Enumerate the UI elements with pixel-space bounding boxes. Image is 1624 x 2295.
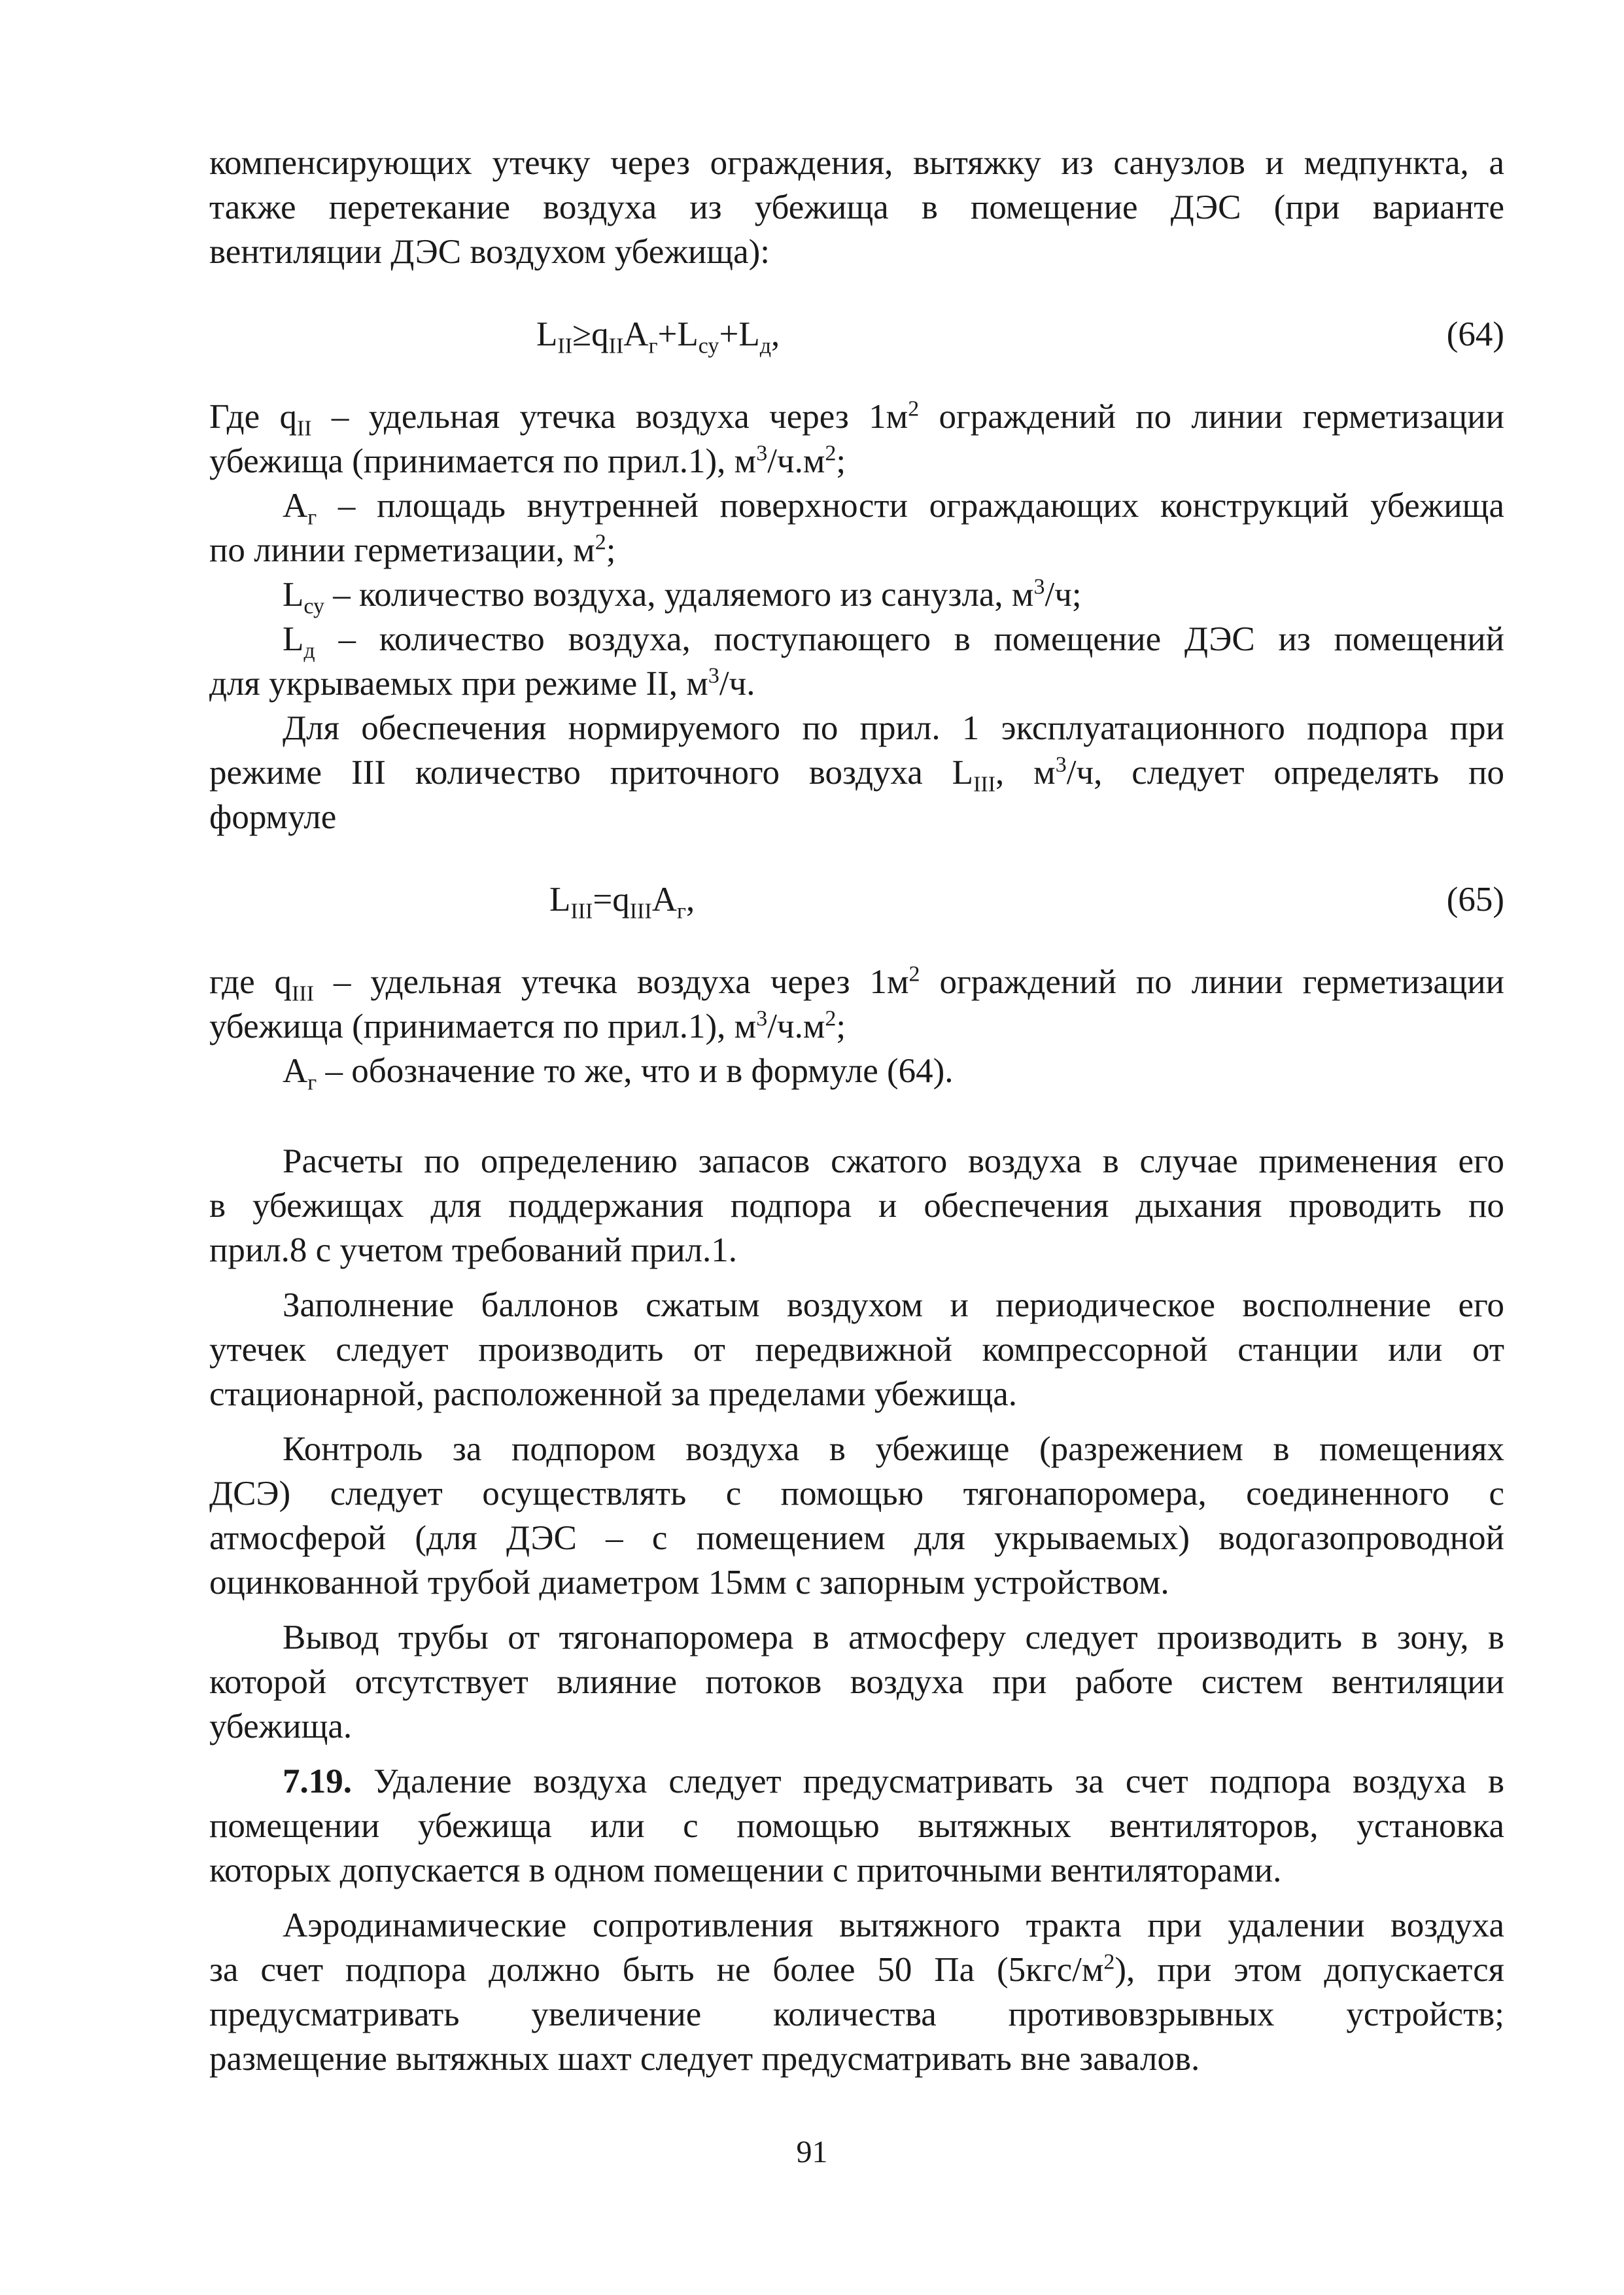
text-line: убежища. (209, 1708, 353, 1745)
section-7-19 (209, 1759, 1504, 1893)
text-line: которых допускается в одном помещении с приточными вентиляторами. (209, 1851, 1282, 1889)
text-line: Где $q_{II}$ – удельная утечка воздуха через $1м^2$ ограждений по линии герметизации (209, 396, 1504, 441)
text-line: размещение вытяжных шахт следует предусматривать вне завалов. (209, 2040, 1200, 2078)
spacer (209, 1093, 1504, 1139)
text-line: прил.8 с учетом требований прил.1. (209, 1231, 738, 1269)
paragraph (209, 706, 1504, 839)
text-line: режиме III количество приточного воздуха $L_{III}$, $м^3/ч$, следует определять по (209, 752, 1504, 797)
formula-65 (209, 877, 1504, 922)
text-line: Заполнение баллонов сжатым воздухом и периодическое восполнение его (283, 1286, 1504, 1324)
text-line: Контроль за подпором воздуха в убежище (разрежением в помещениях (283, 1430, 1504, 1468)
formula-expression: $L_{III}=q_{III}A_г$, (549, 881, 695, 924)
text-line: в убежищах для поддержания подпора и обеспечения дыхания проводить по (209, 1187, 1504, 1225)
text-line: Расчеты по определению запасов сжатого воздуха в случае применения его (283, 1142, 1504, 1180)
text-line: $L_д$ – количество воздуха, поступающего в помещение ДЭС из помещений (283, 620, 1504, 663)
formula-64 (209, 312, 1504, 357)
text-line: оцинкованной трубой диаметром 15мм с запорным устройством. (209, 1564, 1169, 1602)
paragraph (209, 1427, 1504, 1605)
formula-64-definitions (209, 394, 1504, 706)
paragraph (209, 1139, 1504, 1272)
formula-number: (64) (1446, 315, 1504, 353)
text-line: вентиляции ДЭС воздухом убежища): (209, 233, 770, 271)
text-line: Для обеспечения нормируемого по прил. 1 эксплуатационного подпора при (283, 709, 1504, 747)
text-line: по линии герметизации, $м^2$; (209, 530, 616, 569)
page-number: 91 (796, 2135, 828, 2169)
text-line: $L_{су}$ – количество воздуха, удаляемого из санузла, $м^3/ч$; (283, 574, 1082, 619)
paragraph (209, 1283, 1504, 1416)
text-line: $A_г$ – площадь внутренней поверхности ограждающих конструкций убежища (283, 487, 1504, 530)
paragraph (209, 1615, 1504, 1749)
document-page (209, 141, 1504, 2081)
text-line: $A_г$ – обозначение то же, что и в формуле (64). (283, 1052, 954, 1095)
section-number: 7.19. (283, 1762, 352, 1800)
text-line: также перетекание воздуха из убежища в помещение ДЭС (при варианте (209, 188, 1504, 226)
spacer (209, 1749, 1504, 1759)
text-line: помещении убежища или с помощью вытяжных вентиляторов, установка (209, 1807, 1504, 1845)
text-line: утечек следует производить от передвижной компрессорной станции или от (209, 1331, 1504, 1369)
text-line: убежища (принимается по прил.1), $м^3/ч.м^2$; (209, 1006, 846, 1045)
spacer (209, 1272, 1504, 1283)
paragraph-continuation (209, 141, 1504, 274)
text-line: компенсирующих утечку через ограждения, вытяжку из санузлов и медпункта, а (209, 144, 1504, 182)
text-line: атмосферой (для ДЭС – с помещением для укрываемых) водогазопроводной (209, 1519, 1504, 1557)
formula-expression: $L_{II}\ge q_{II}A_г+L_{су}+L_д$, (536, 315, 780, 359)
text-line: для укрываемых при режиме II, $м^3/ч$. (209, 663, 755, 703)
text-line: где $q_{III}$ – удельная утечка воздуха через $1м^2$ ограждений по линии герметизации (209, 962, 1504, 1006)
text-line: Вывод трубы от тягонапоромера в атмосферу следует производить в зону, в (283, 1619, 1504, 1656)
text-line: убежища (принимается по прил.1), $м^3/ч.м^2$; (209, 441, 846, 480)
text-line: за счет подпора должно быть не более 50 Па $(5кгс/м^2)$, при этом допускается (209, 1950, 1504, 1989)
spacer (209, 1893, 1504, 1903)
text-line: которой отсутствует влияние потоков воздуха при работе систем вентиляции (209, 1663, 1504, 1701)
spacer (209, 1416, 1504, 1427)
paragraph (209, 1903, 1504, 2081)
text-line: предусматривать увеличение количества противовзрывных устройств; (209, 1995, 1504, 2033)
formula-number: (65) (1446, 881, 1504, 919)
text-line: стационарной, расположенной за пределами убежища. (209, 1375, 1017, 1413)
text-line: Аэродинамические сопротивления вытяжного тракта при удалении воздуха (283, 1906, 1504, 1944)
text-line: 7.19. Удаление воздуха следует предусматривать за счет подпора воздуха в (283, 1762, 1504, 1800)
spacer (209, 1605, 1504, 1615)
text-line: ДСЭ) следует осуществлять с помощью тягонапоромера, соединенного с (209, 1475, 1504, 1513)
formula-65-definitions (209, 960, 1504, 1093)
text-line: формуле (209, 798, 337, 836)
